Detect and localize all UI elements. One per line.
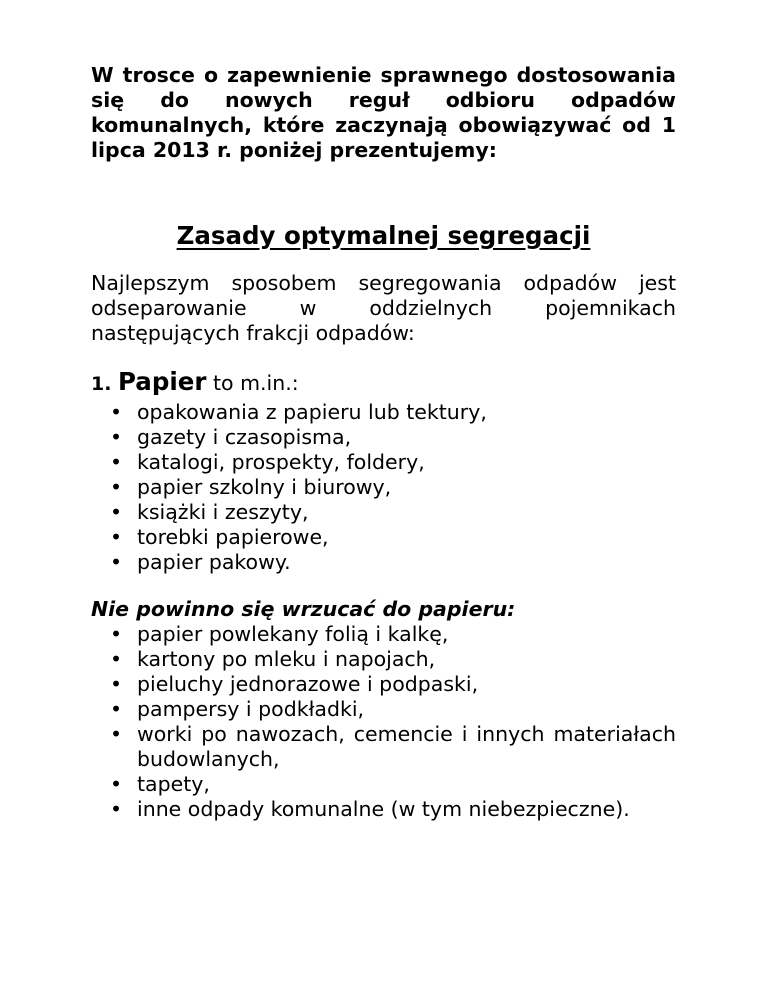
list-item: • kartony po mleku i napojach, [91,647,676,672]
list-item: • tapety, [91,772,676,797]
list-item: • opakowania z papieru lub tektury, [91,400,676,425]
section-name: Papier [117,367,207,396]
exclusions-list [91,622,676,822]
list-item: • książki i zeszyty, [91,500,676,525]
list-item: • inne odpady komunalne (w tym niebezpieczne). [91,797,676,822]
list-item: • worki po nawozach, cemencie i innych materiałach budowlanych, [91,722,676,772]
list-item: • papier pakowy. [91,550,676,575]
paper-items-list [91,400,676,575]
list-item: • pieluchy jednorazowe i podpaski, [91,672,676,697]
intro-paragraph: W trosce o zapewnienie sprawnego dostosowania się do nowych reguł odbioru odpadów komunalnych, które zaczynają obowiązywać od 1 lipca 2013 r. poniżej prezentujemy: [91,63,676,162]
list-item: • gazety i czasopisma, [91,425,676,450]
section-number: 1. [91,373,112,395]
document-page [91,63,676,822]
segregation-paragraph: Najlepszym sposobem segregowania odpadów jest odseparowanie w oddzielnych pojemnikach następujących frakcji odpadów: [91,271,676,345]
list-item: • torebki papierowe, [91,525,676,550]
list-item: • papier powlekany folią i kalkę, [91,622,676,647]
section-suffix: to m.in.: [206,371,299,395]
page-title: Zasady optymalnej segregacji [176,221,591,250]
list-item: • papier szkolny i biurowy, [91,475,676,500]
list-item: • pampersy i podkładki, [91,697,676,722]
section-title-paper [91,368,676,398]
list-item: • katalogi, prospekty, foldery, [91,450,676,475]
exclusions-title: Nie powinno się wrzucać do papieru: [91,597,516,621]
